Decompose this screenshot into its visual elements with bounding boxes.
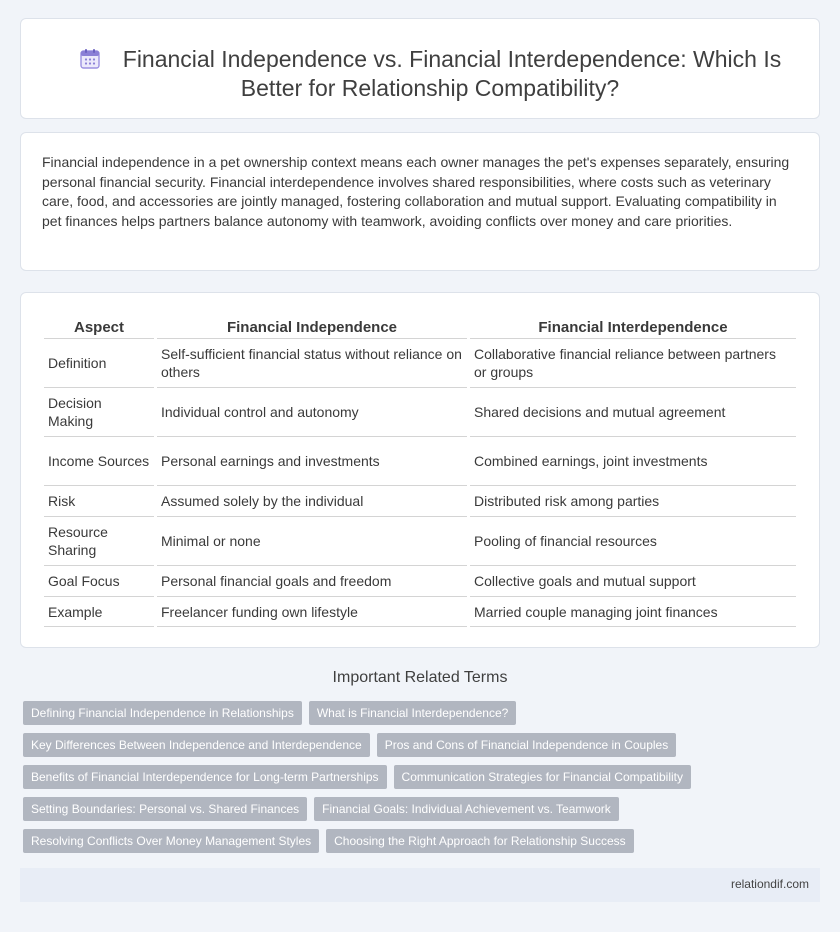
row-independence: Self-sufficient financial status without reliance on others: [157, 338, 467, 387]
tag-row: [23, 765, 783, 789]
page-title: [61, 45, 799, 103]
row-interdependence: Shared decisions and mutual agreement: [470, 387, 796, 436]
row-interdependence: Married couple managing joint finances: [470, 596, 796, 627]
table-row: [44, 338, 796, 387]
row-aspect: Decision Making: [44, 387, 154, 436]
comparison-table: [41, 313, 799, 627]
row-interdependence: Collaborative financial reliance between partners or groups: [470, 338, 796, 387]
row-aspect: Risk: [44, 485, 154, 516]
row-interdependence: Collective goals and mutual support: [470, 565, 796, 596]
row-interdependence: Pooling of financial resources: [470, 516, 796, 565]
table-header-row: [44, 313, 796, 338]
related-term-tag[interactable]: Defining Financial Independence in Relationships: [23, 701, 302, 725]
tag-row: [23, 797, 783, 821]
tag-row: [23, 701, 783, 725]
table-row: [44, 565, 796, 596]
table-row: [44, 516, 796, 565]
related-term-tag[interactable]: Financial Goals: Individual Achievement vs. Teamwork: [314, 797, 619, 821]
table-row: [44, 485, 796, 516]
footer-site-link[interactable]: relationdif.com: [730, 877, 809, 891]
comparison-card: [20, 292, 820, 648]
header-aspect: Aspect: [73, 319, 125, 336]
related-term-tag[interactable]: Benefits of Financial Interdependence for Long-term Partnerships: [23, 765, 387, 789]
related-terms-list: [23, 701, 783, 861]
row-interdependence: Distributed risk among parties: [470, 485, 796, 516]
page-title-text: Financial Independence vs. Financial Interdependence: Which Is Better for Relationship Compatibility?: [122, 46, 782, 101]
related-term-tag[interactable]: Communication Strategies for Financial Compatibility: [394, 765, 691, 789]
row-aspect: Income Sources: [44, 436, 154, 485]
row-interdependence: Combined earnings, joint investments: [470, 436, 796, 485]
related-term-tag[interactable]: Choosing the Right Approach for Relationship Success: [326, 829, 634, 853]
row-aspect: Resource Sharing: [44, 516, 154, 565]
row-independence: Minimal or none: [157, 516, 467, 565]
intro-paragraph: Financial independence in a pet ownership context means each owner manages the pet's expenses separately, ensuring personal financial security. Financial interdependence involves shared responsibilities, where costs such as veterinary care, food, and accessories are jointly managed, fostering collaboration and mutual support. Evaluating compatibility in pet finances helps partners balance autonomy with teamwork, avoiding conflicts over money and care priorities.: [42, 154, 790, 229]
related-term-tag[interactable]: Resolving Conflicts Over Money Management Styles: [23, 829, 319, 853]
related-terms-heading: Important Related Terms: [332, 669, 508, 686]
related-term-tag[interactable]: Key Differences Between Independence and Interdependence: [23, 733, 370, 757]
header-financial-interdependence: Financial Interdependence: [538, 319, 728, 336]
row-independence: Freelancer funding own lifestyle: [157, 596, 467, 627]
header-financial-independence: Financial Independence: [226, 319, 398, 336]
tag-row: [23, 733, 783, 757]
row-aspect: Goal Focus: [44, 565, 154, 596]
table-row: [44, 596, 796, 627]
tag-row: [23, 829, 783, 853]
row-aspect: Example: [44, 596, 154, 627]
row-independence: Personal financial goals and freedom: [157, 565, 467, 596]
related-term-tag[interactable]: Setting Boundaries: Personal vs. Shared Finances: [23, 797, 307, 821]
related-term-tag[interactable]: What is Financial Interdependence?: [309, 701, 516, 725]
title-block: [61, 45, 799, 103]
table-row: [44, 387, 796, 436]
title-card: [20, 18, 820, 119]
row-independence: Individual control and autonomy: [157, 387, 467, 436]
calendar-icon: [79, 48, 101, 70]
row-aspect: Definition: [44, 338, 154, 387]
related-term-tag[interactable]: Pros and Cons of Financial Independence in Couples: [377, 733, 677, 757]
footer-bar: [20, 868, 820, 902]
row-independence: Personal earnings and investments: [157, 436, 467, 485]
row-independence: Assumed solely by the individual: [157, 485, 467, 516]
intro-card: [20, 132, 820, 271]
table-row: [44, 436, 796, 485]
